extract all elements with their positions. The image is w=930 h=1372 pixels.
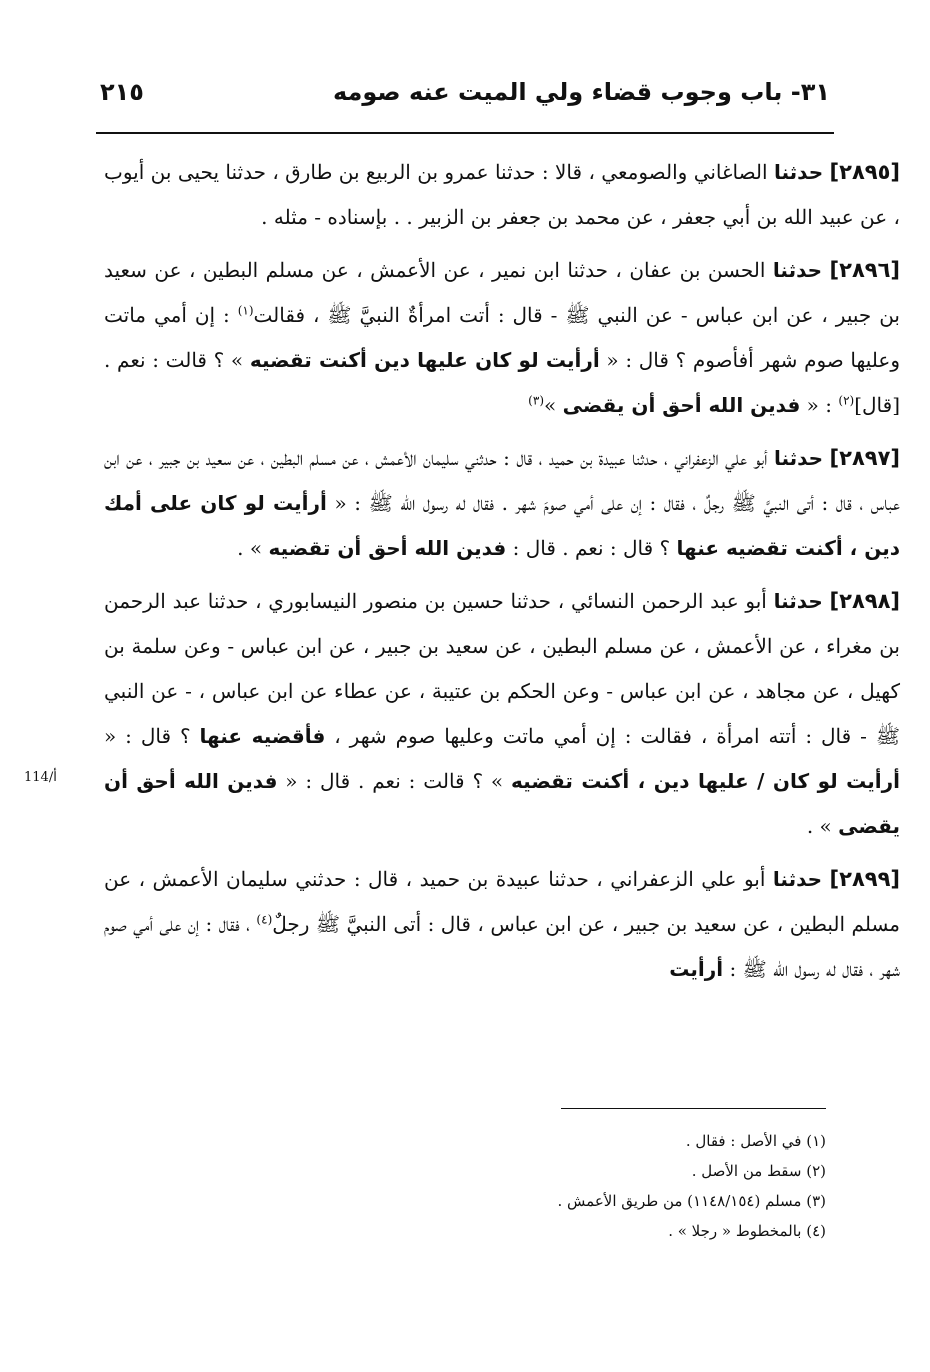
prophetic-saying: أرأيت لو كان عليها دين أكنت تقضيه	[249, 348, 600, 372]
hadith-text: »	[544, 393, 563, 417]
prophetic-saying: فدين الله أحق أن تقضيه	[268, 536, 507, 560]
hadith-text: » ؟ قالت : نعم . [قال]	[104, 348, 900, 417]
footnote-ref: (٣)	[528, 393, 544, 408]
hadith-number: [٢٨٩٥]	[829, 160, 901, 184]
hadith-text: : «	[800, 393, 839, 417]
hadith-text: أبو علي الزعفراني ، حدثنا عبيدة بن حميد ، قال : حدثني سليمان الأعمش ، عن مسلم البطين ، عن سعيد بن جبير ، عن ابن عباس ، قال : أتى النبيَّ ﷺ رجلٌ ، فقال : إن على أمي صومَ شهر . فقال له رسول الله ﷺ : «	[104, 446, 900, 515]
hadith-text: » .	[237, 536, 269, 560]
hadith-number: [٢٨٩٩]	[829, 867, 901, 891]
hadith-number: [٢٨٩٨]	[829, 589, 901, 613]
hadith-text: أبو علي الزعفراني ، حدثنا عبيدة بن حميد ، قال : حدثني سليمان الأعمش ، عن مسلم البطين ، عن سعيد بن جبير ، عن ابن عباس ، قال : أتى النبيَّ ﷺ رجلٌ	[104, 867, 900, 936]
hadith-2899	[104, 857, 900, 992]
hadith-2897	[104, 436, 900, 571]
footnote-divider	[561, 1108, 826, 1109]
hadith-text: الحسن بن عفان ، حدثنا ابن نمير ، عن الأعمش ، عن مسلم البطين ، عن سعيد بن جبير ، عن ابن عباس - عن النبي ﷺ - قال : أتت امرأةٌ النبيَّ ﷺ ، فقالت	[104, 258, 900, 327]
page-header	[100, 78, 830, 122]
prophetic-saying: أرأيت	[669, 957, 724, 981]
hadith-text: الصاغاني والصومعي ، قالا : حدثنا عمرو بن الربيع بن طارق ، حدثنا يحيى بن أيوب ، عن عبيد الله بن أبي جعفر ، عن محمد بن جعفر بن الزبير . . بإسناده - مثله .	[104, 160, 900, 229]
hadith-lead: حدثنا	[773, 160, 824, 184]
footnote-2: (٢) سقط من الأصل .	[691, 1162, 826, 1180]
hadith-text: أبو عبد الرحمن النسائي ، حدثنا حسين بن منصور النيسابوري ، حدثنا عبد الرحمن بن مغراء ، عن الأعمش ، عن مسلم البطين ، عن سعيد بن جبير ، عن ابن عباس - وعن سلمة بن كهيل ، عن مجاهد ، عن ابن عباس - وعن الحكم بن عتيبة ، عن عطاء عن ابن عباس ، - عن النبي ﷺ - قال : أتته امرأة ، فقالت : إن أمي ماتت وعليها صوم شهر ،	[104, 589, 901, 748]
page-number: ٢١٥	[100, 78, 144, 106]
footnote-3: (٣) مسلم (١١٤٨/١٥٤) من طريق الأعمش .	[557, 1192, 826, 1210]
hadith-lead: حدثنا	[773, 446, 824, 470]
hadith-2895	[104, 150, 900, 240]
hadith-number: [٢٨٩٧]	[829, 446, 901, 470]
footnote-ref: (٤)	[256, 912, 273, 927]
prophetic-saying: أرأيت لو كان على أمك دين ، أكنت تقضيه عنها	[104, 491, 900, 560]
prophetic-saying: فدين الله أحق أن يقضى	[562, 393, 801, 417]
footnote-ref: (٢)	[838, 393, 855, 408]
chapter-title: ٣١- باب وجوب قضاء ولي الميت عنه صومه	[332, 78, 830, 106]
footnote-1: (١) في الأصل : فقال .	[685, 1132, 826, 1150]
footnotes	[226, 1126, 826, 1246]
hadith-text: ؟ قال : «	[104, 724, 200, 748]
prophetic-saying: فدين الله أحق أن يقضى	[104, 769, 900, 838]
hadith-text: : إن أمي ماتت وعليها صوم شهر أفأصوم ؟ قال : «	[104, 303, 900, 372]
prophetic-saying: أرأيت لو كان / عليها دين ، أكنت تقضيه	[511, 769, 900, 793]
hadith-lead: حدثنا	[772, 867, 823, 891]
footnote-ref: (١)	[237, 303, 254, 318]
hadith-lead: حدثنا	[773, 589, 823, 613]
manuscript-folio-ref: 114/أ	[24, 770, 57, 785]
hadith-text: » .	[806, 814, 839, 838]
hadith-number: [٢٨٩٦]	[829, 258, 901, 282]
hadith-text: ؟ قال : نعم . قال :	[506, 536, 677, 560]
header-divider	[96, 132, 834, 134]
footnote-4: (٤) بالمخطوط « رجلا » .	[668, 1222, 826, 1240]
prophetic-saying: فأقضيه عنها	[199, 724, 326, 748]
hadith-2898	[24, 579, 901, 849]
hadith-2896	[104, 248, 900, 428]
hadith-text: ، فقال : إن على أمي صوم شهر ، فقال له رسول الله ﷺ :	[104, 912, 900, 981]
main-text	[24, 150, 901, 1000]
hadith-lead: حدثنا	[772, 258, 823, 282]
hadith-text: » ؟ قالت : نعم . قال : «	[277, 769, 512, 793]
